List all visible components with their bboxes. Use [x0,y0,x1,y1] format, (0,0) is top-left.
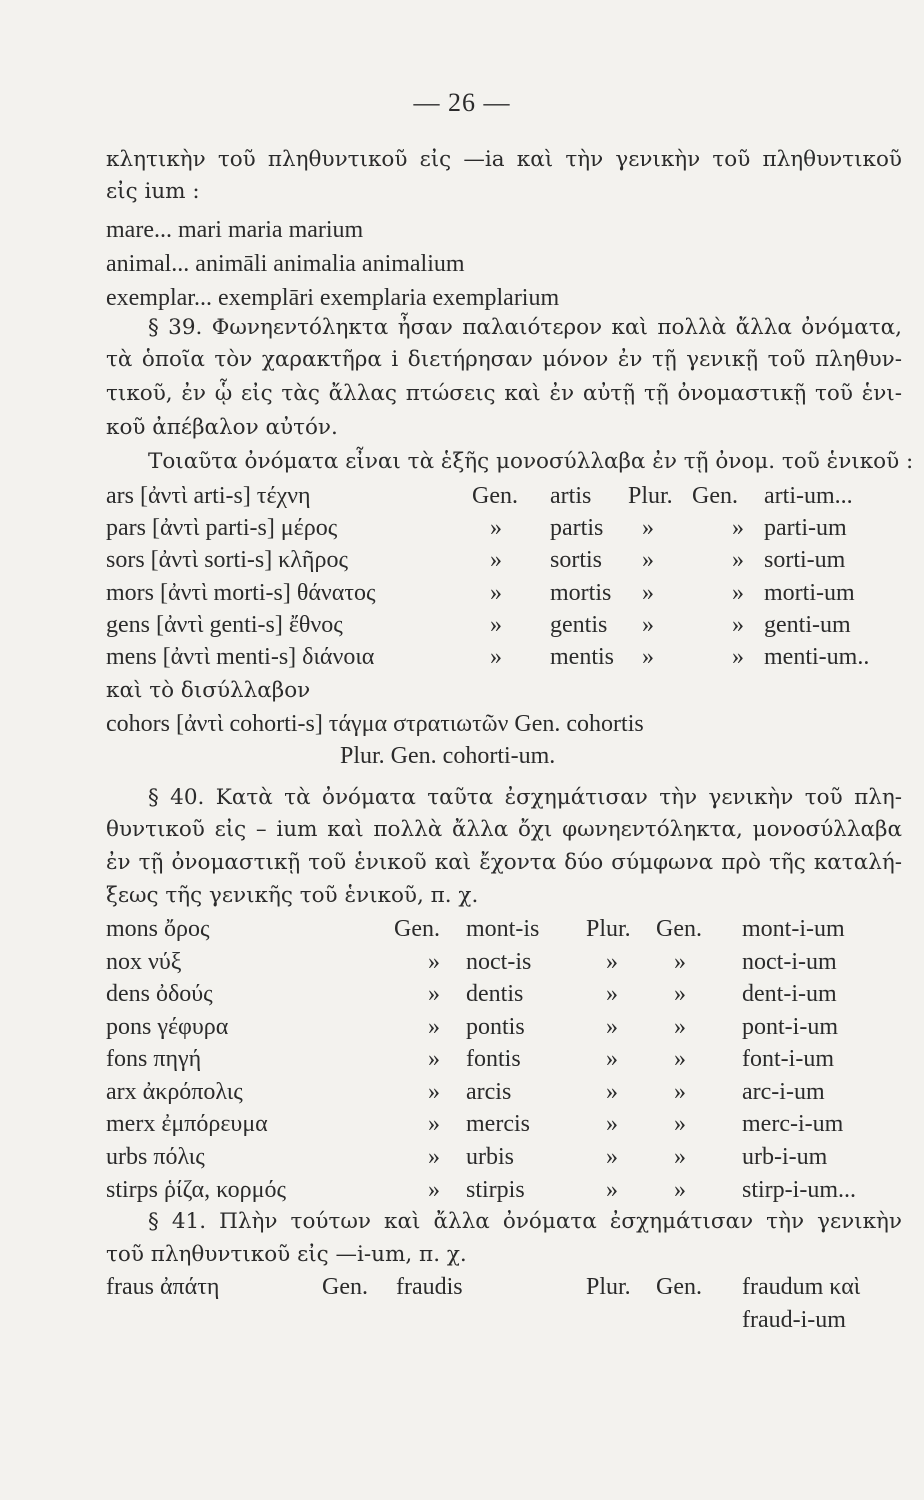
ditto-mark: » [642,547,654,573]
ditto-mark: » [490,515,502,541]
ditto-mark: » [428,1144,440,1170]
ditto-mark: » [606,1046,618,1072]
genitive-singular: gentis [550,612,608,638]
table-row [106,512,902,544]
genitive-plural: mont-i-um [742,916,845,942]
genitive-singular: urbis [466,1144,514,1170]
table-row [106,913,902,945]
text-line: εἰς ium : [106,179,200,204]
word-cell: ars [ἀντὶ arti-s] τέχνη [106,483,311,509]
text-line: cohors [ἀντὶ cohorti-s] τάγμα στρατιωτῶν Gen. cohortis [106,711,644,737]
ditto-mark: » [606,1111,618,1137]
ditto-mark: » [674,1144,686,1170]
word-cell: gens [ἀντὶ genti-s] ἔθνος [106,612,343,638]
ditto-mark: » [674,1079,686,1105]
text-line: καὶ τὸ δισύλλαβον [106,678,311,703]
text-line: ἐν τῇ ὀνομαστικῇ τοῦ ἑνικοῦ καὶ ἔχοντα δύο σύμφωνα πρὸ τῆς καταλή- [106,850,902,875]
section-40-heading: § 40. Κατὰ τὰ ὀνόματα ταῦτα ἐσχημάτισαν τὴν γενικὴν τοῦ πλη- [148,785,902,810]
text-line: Τοιαῦτα ὀνόματα εἶναι τὰ ἑξῆς μονοσύλλαβα ἐν τῇ ὀνομ. τοῦ ἑνικοῦ : [148,449,914,474]
plur-label: Plur. [586,916,631,942]
ditto-mark: » [428,949,440,975]
ditto-mark: » [428,1014,440,1040]
word-cell: mors [ἀντὶ morti-s] θάνατος [106,580,376,606]
ditto-mark: » [642,644,654,670]
text-line: ξεως τῆς γενικῆς τοῦ ἑνικοῦ, π. χ. [106,883,479,908]
table-row [106,641,902,673]
genitive-singular: fontis [466,1046,521,1072]
table-row [106,1271,902,1303]
ditto-mark: » [674,1111,686,1137]
ditto-mark: » [732,644,744,670]
ditto-mark: » [606,949,618,975]
text-line: κλητικὴν τοῦ πληθυντικοῦ εἰς —ia καὶ τὴν γενικὴν τοῦ πληθυντικοῦ [106,147,902,172]
gen-label: Gen. [656,916,702,942]
genitive-singular: partis [550,515,604,541]
ditto-mark: » [642,612,654,638]
genitive-singular: sortis [550,547,603,573]
ditto-mark: » [428,981,440,1007]
ditto-mark: » [732,612,744,638]
ditto-mark: » [674,981,686,1007]
word-cell: stirps ῥίζα, κορμός [106,1177,286,1203]
ditto-mark: » [674,1014,686,1040]
gen-label: Gen. [656,1274,702,1300]
ditto-mark: » [732,547,744,573]
genitive-plural: morti-um [764,580,855,606]
word-cell: dens ὀδούς [106,981,213,1007]
table-row [106,577,902,609]
section-39-heading: § 39. Φωνηεντόληκτα ἦσαν παλαιότερον καὶ πολλὰ ἄλλα ὀνόματα, [148,315,902,340]
ditto-mark: » [642,580,654,606]
word-cell: fraus ἀπάτη [106,1274,220,1300]
ditto-mark: » [642,515,654,541]
ditto-mark: » [674,1046,686,1072]
genitive-singular: dentis [466,981,524,1007]
ditto-mark: » [428,1177,440,1203]
genitive-plural: pont-i-um [742,1014,838,1040]
table-row [106,1304,902,1336]
genitive-plural: noct-i-um [742,949,837,975]
text-line: τὰ ὁποῖα τὸν χαρακτῆρα i διετήρησαν μόνον ἐν τῇ γενικῇ τοῦ πληθυν- [106,347,902,372]
genitive-plural: stirp-i-um... [742,1177,856,1203]
ditto-mark: » [428,1111,440,1137]
genitive-plural: fraudum καὶ [742,1274,861,1300]
word-cell: mens [ἀντὶ menti-s] διάνοια [106,644,375,670]
ditto-mark: » [732,580,744,606]
text-line: κοῦ ἀπέβαλον αὐτόν. [106,415,338,440]
table-row [106,480,902,512]
genitive-plural: sorti-um [764,547,846,573]
genitive-singular: mortis [550,580,612,606]
ditto-mark: » [674,949,686,975]
table-row [106,1141,902,1173]
word-cell: nox νύξ [106,949,182,975]
genitive-plural: arti-um... [764,483,853,509]
genitive-plural: arc-i-um [742,1079,825,1105]
genitive-plural: dent-i-um [742,981,837,1007]
ditto-mark: » [674,1177,686,1203]
ditto-mark: » [606,1144,618,1170]
text-line: θυντικοῦ εἰς – ium καὶ πολλὰ ἄλλα ὄχι φωνηεντόληκτα, μονοσύλλαβα [106,817,902,842]
text-line: Plur. Gen. cohorti-um. [340,743,556,769]
genitive-singular: artis [550,483,592,509]
ditto-mark: » [606,1014,618,1040]
word-cell: pons γέφυρα [106,1014,229,1040]
text-line: mare... mari maria marium [106,217,364,243]
ditto-mark: » [732,515,744,541]
genitive-singular: arcis [466,1079,512,1105]
gen-label: Gen. [692,483,738,509]
ditto-mark: » [428,1046,440,1072]
genitive-plural: genti-um [764,612,851,638]
table-row [106,609,902,641]
ditto-mark: » [606,981,618,1007]
word-cell: merx ἐμπόρευμα [106,1111,268,1137]
ditto-mark: » [490,612,502,638]
table-row [106,1108,902,1140]
plur-label: Plur. [586,1274,631,1300]
ditto-mark: » [490,644,502,670]
table-row [106,1174,902,1206]
genitive-singular: pontis [466,1014,525,1040]
genitive-singular: noct-is [466,949,532,975]
table-row [106,1011,902,1043]
text-line: τικοῦ, ἐν ᾧ εἰς τὰς ἄλλας πτώσεις καὶ ἐν αὐτῇ τῇ ὀνομαστικῇ τοῦ ἑνι- [106,381,902,406]
word-cell: pars [ἀντὶ parti-s] μέρος [106,515,338,541]
table-row [106,1076,902,1108]
ditto-mark: » [428,1079,440,1105]
genitive-plural: parti-um [764,515,847,541]
text-line: τοῦ πληθυντικοῦ εἰς —i-um, π. χ. [106,1242,467,1267]
word-cell: urbs πόλις [106,1144,205,1170]
gen-label: Gen. [322,1274,368,1300]
page-number: — 26 — [413,88,511,117]
table-row [106,1043,902,1075]
ditto-mark: » [490,580,502,606]
ditto-mark: » [606,1177,618,1203]
section-41-heading: § 41. Πλὴν τούτων καὶ ἄλλα ὀνόματα ἐσχημάτισαν τὴν γενικὴν [148,1209,902,1234]
genitive-plural: merc-i-um [742,1111,844,1137]
text-line: animal... animāli animalia animalium [106,251,465,277]
word-cell: arx ἀκρόπολις [106,1079,243,1105]
ditto-mark: » [490,547,502,573]
genitive-plural: font-i-um [742,1046,834,1072]
genitive-singular: mont-is [466,916,540,942]
ditto-mark: » [606,1079,618,1105]
word-cell: fons πηγή [106,1046,202,1072]
word-cell: mons ὄρος [106,916,210,942]
genitive-plural: menti-um.. [764,644,870,670]
gen-label: Gen. [472,483,518,509]
plur-label: Plur. [628,483,673,509]
gen-label: Gen. [394,916,440,942]
table-row [106,946,902,978]
genitive-singular: fraudis [396,1274,463,1300]
genitive-plural-alt: fraud-i-um [742,1307,846,1333]
genitive-singular: mentis [550,644,614,670]
table-row [106,544,902,576]
word-cell: sors [ἀντὶ sorti-s] κλῆρος [106,547,348,573]
genitive-singular: stirpis [466,1177,525,1203]
genitive-singular: mercis [466,1111,530,1137]
genitive-plural: urb-i-um [742,1144,828,1170]
text-line: exemplar... exemplāri exemplaria exemplarium [106,285,560,311]
table-row [106,978,902,1010]
